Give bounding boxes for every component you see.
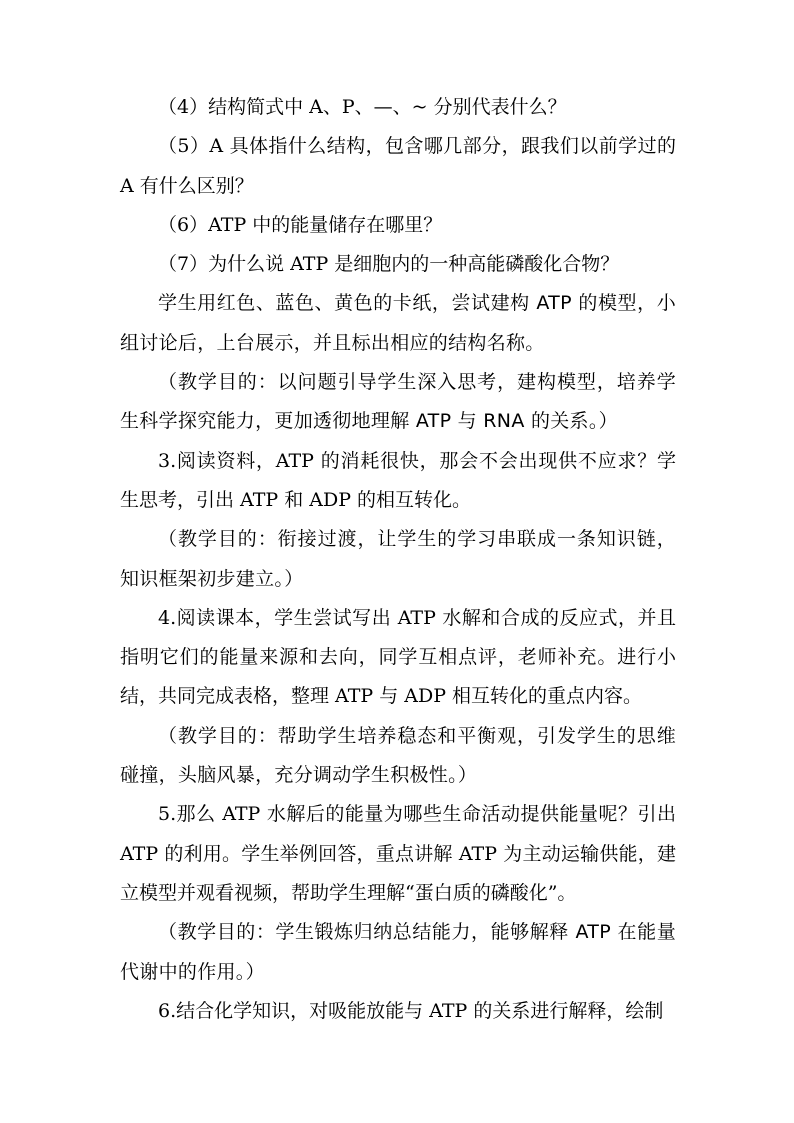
question-6: （6）ATP 中的能量储存在哪里？ xyxy=(158,213,443,236)
question-7: （7）为什么说 ATP 是细胞内的一种高能磷酸化合物？ xyxy=(158,253,620,276)
document-body xyxy=(120,88,676,1031)
teaching-aim-2: （教学目的：衔接过渡，让学生的学习串联成一条知识链，知识框架初步建立。） xyxy=(120,528,676,590)
question-5: （5）A 具体指什么结构，包含哪几部分，跟我们以前学过的 A 有什么区别？ xyxy=(120,135,676,197)
teaching-aim-3: （教学目的：帮助学生培养稳态和平衡观，引发学生的思维碰撞，头脑风暴，充分调动学生积极性。） xyxy=(120,724,676,787)
step-4: 4.阅读课本，学生尝试写出 ATP 水解和合成的反应式，并且指明它们的能量来源和去向，同学互相点评，老师补充。进行小结，共同完成表格，整理 ATP 与 ADP 相互转化的重点内容。 xyxy=(120,606,676,708)
teaching-aim-4: （教学目的：学生锻炼归纳总结能力，能够解释 ATP 在能量代谢中的作用。） xyxy=(120,921,676,983)
step-5: 5.那么 ATP 水解后的能量为哪些生命活动提供能量呢？引出 ATP 的利用。学生举例回答，重点讲解 ATP 为主动运输供能，建立模型并观看视频，帮助学生理解“蛋白质的磷酸化”。 xyxy=(120,803,676,904)
step-6: 6.结合化学知识，对吸能放能与 ATP 的关系进行解释，绘制 xyxy=(158,999,664,1022)
step-3: 3.阅读资料，ATP 的消耗很快，那会不会出现供不应求？学生思考，引出 ATP 和 ADP 的相互转化。 xyxy=(120,449,676,511)
question-4: （4）结构简式中 A、P、—、~ 分别代表什么？ xyxy=(158,96,567,118)
teaching-aim-1: （教学目的：以问题引导学生深入思考，建构模型，培养学生科学探究能力，更加透彻地理解 ATP 与 RNA 的关系。） xyxy=(120,371,676,433)
model-building-activity: 学生用红色、蓝色、黄色的卡纸，尝试建构 ATP 的模型，小组讨论后，上台展示，并且标出相应的结构名称。 xyxy=(120,292,676,354)
